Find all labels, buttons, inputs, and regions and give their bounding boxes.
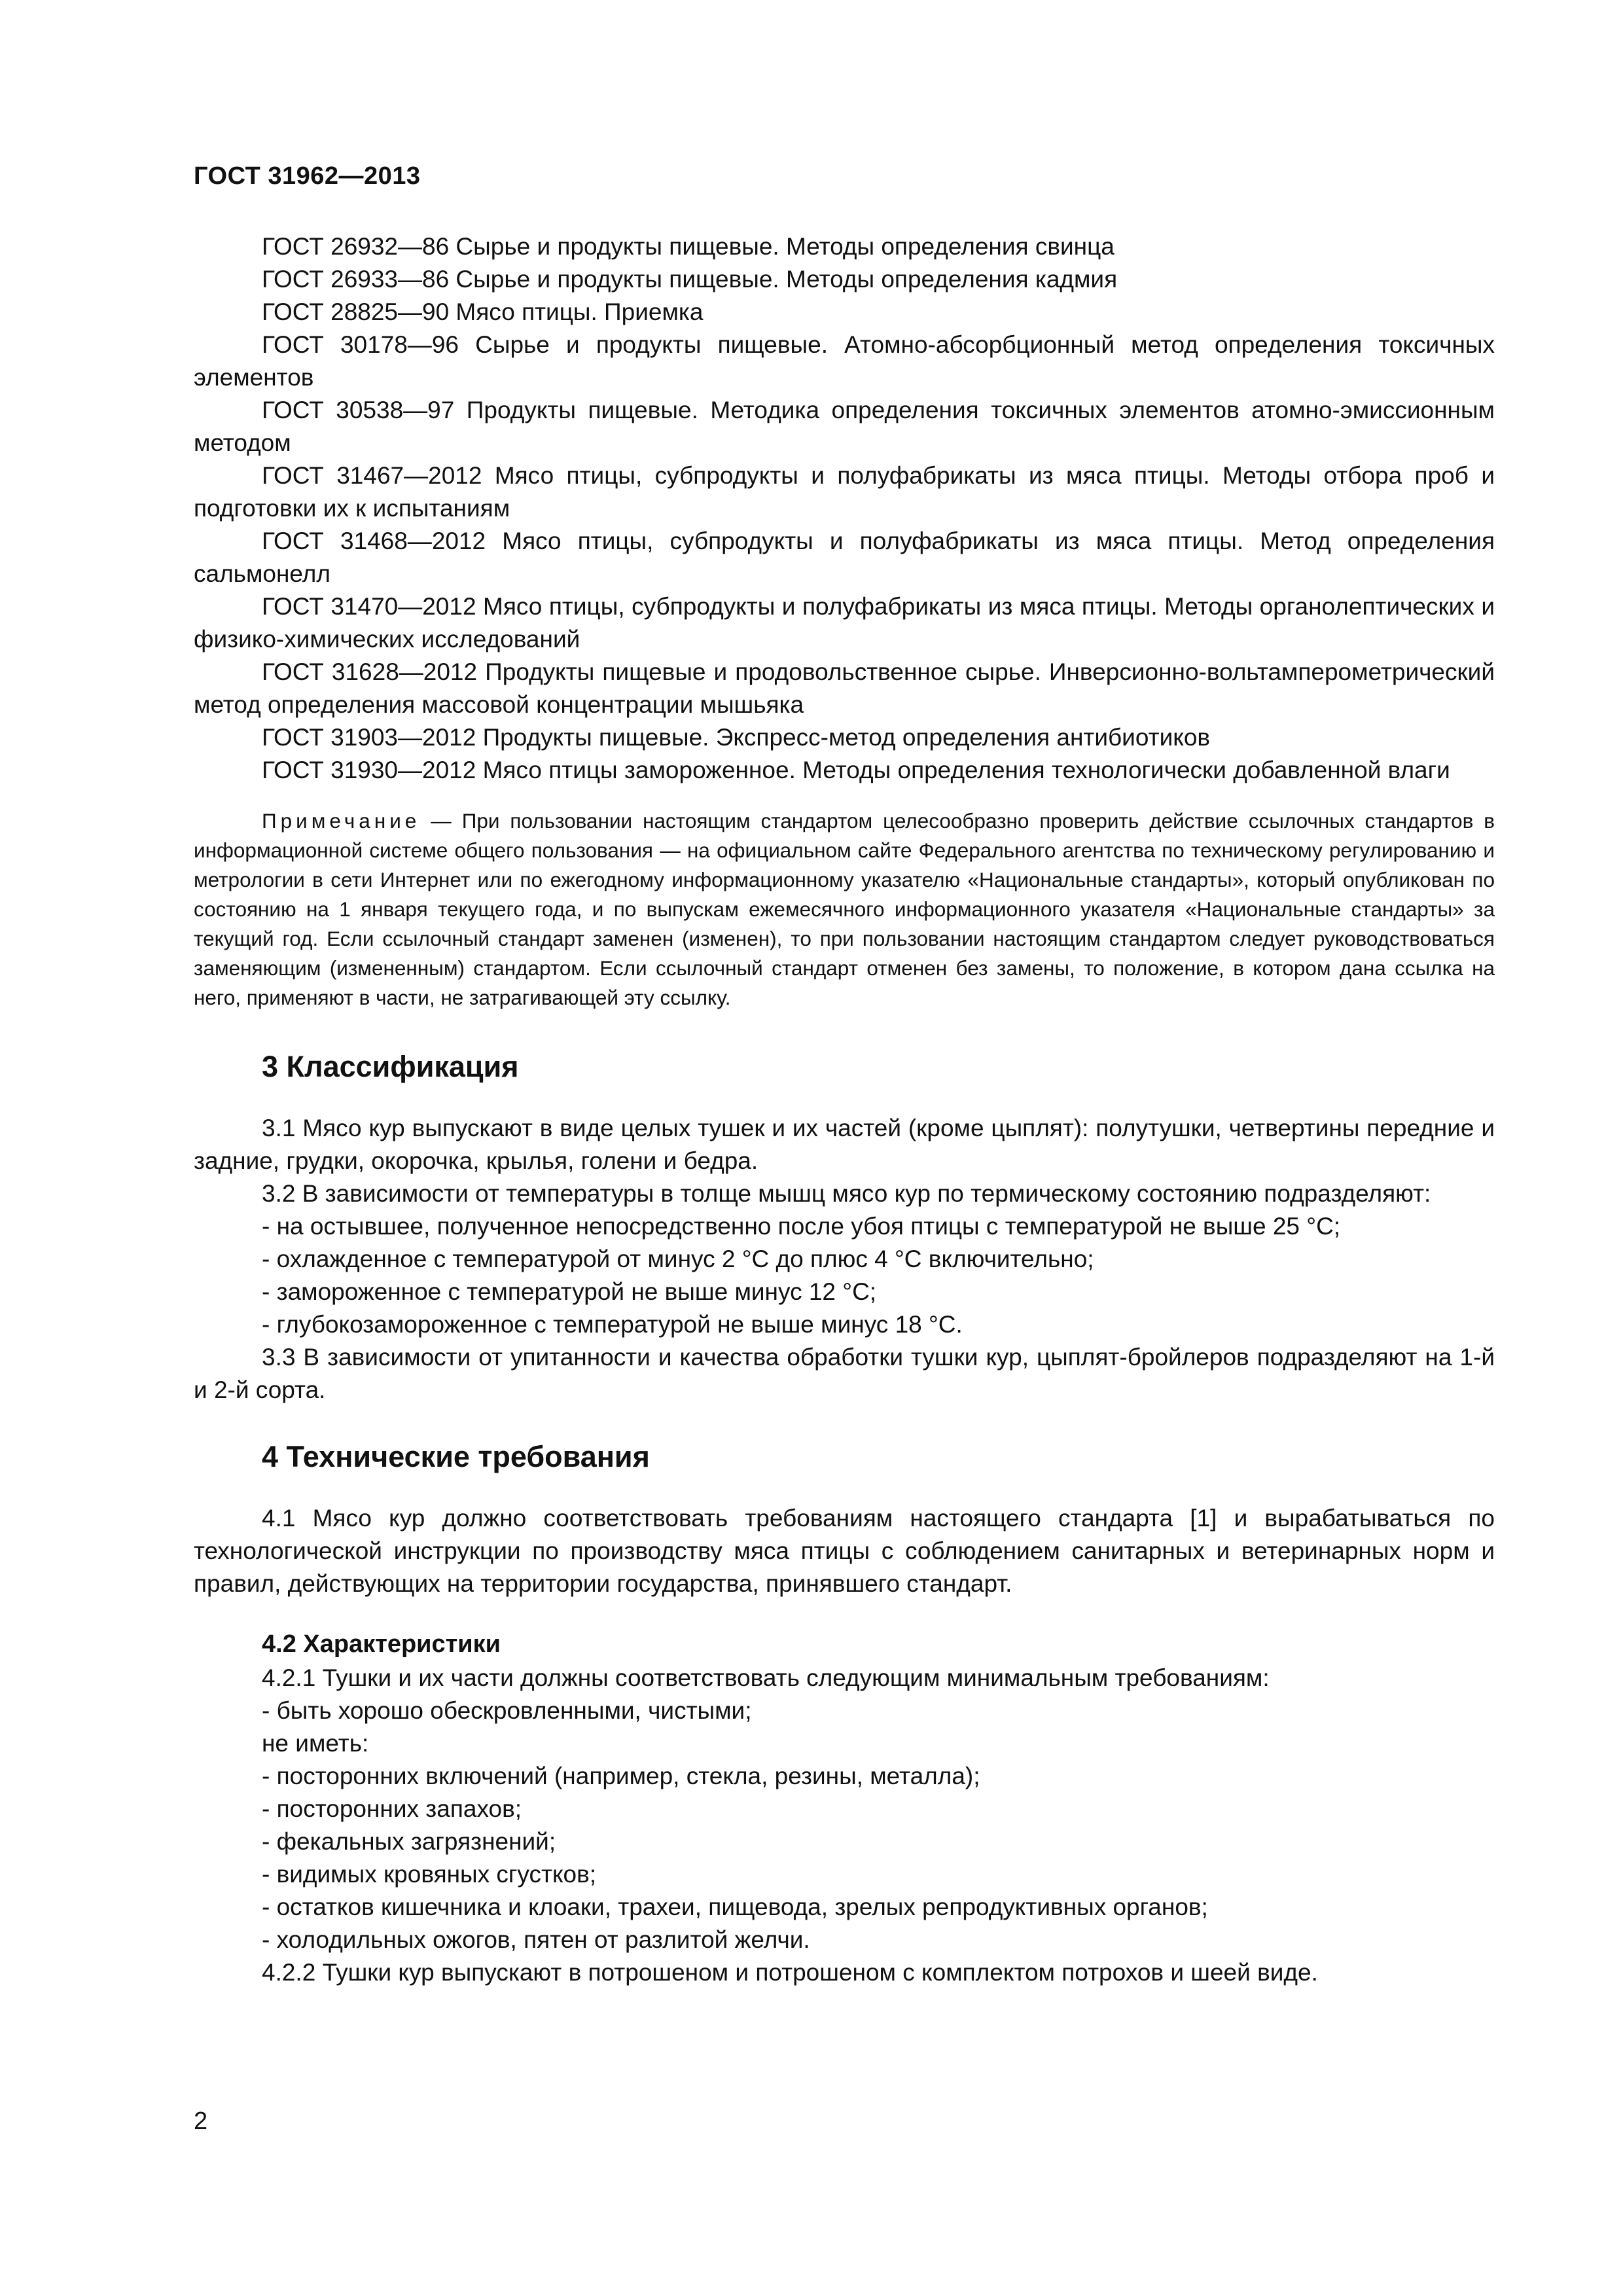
subsection-4-2-heading: 4.2 Характеристики [262, 1630, 501, 1658]
list-item: - глубокозамороженное с температурой не выше минус 18 °С. [262, 1311, 963, 1338]
reference-item: ГОСТ 31930—2012 Мясо птицы замороженное. Методы определения технологически добавленной влаги [262, 757, 1450, 783]
reference-item: ГОСТ 31468—2012 Мясо птицы, субпродукты и полуфабрикаты из мяса птицы. Метод определения сальмонелл [194, 528, 1495, 587]
reference-item: ГОСТ 30178—96 Сырье и продукты пищевые. Атомно-абсорбционный метод определения токсичных элементов [194, 331, 1495, 391]
reference-item: ГОСТ 31903—2012 Продукты пищевые. Экспресс-метод определения антибиотиков [262, 724, 1211, 751]
not-have-label: не иметь: [262, 1730, 369, 1757]
list-item: - видимых кровяных сгустков; [262, 1861, 597, 1888]
note-text: — При пользовании настоящим стандартом целесообразно проверить действие ссылочных стандартов в информационной системе общего пользования — на официальном сайте Федерального агентства по техническому регулированию и метрологии в сети Интернет или по ежегодному информационному указателю «Национальные стандарты», который опубликован по состоянию на 1 января текущего года, и по выпускам ежемесячного информационного указателя «Национальные стандарты» за текущий год. Если ссылочный стандарт заменен (изменен), то при пользовании настоящим стандартом следует руководствоваться заменяющим (измененным) стандартом. Если ссылочный стандарт отменен без замены, то положение, в котором дана ссылка на него, применяют в части, не затрагивающей эту ссылку. [194, 809, 1495, 1009]
section-3-heading: 3 Классификация [262, 1050, 519, 1083]
list-item: - охлажденное с температурой от минус 2 °С до плюс 4 °С включительно; [262, 1246, 1094, 1272]
note [194, 806, 1495, 1013]
list-item: - замороженное с температурой не выше минус 12 °С; [262, 1278, 877, 1305]
paragraph-4-2-1: 4.2.1 Тушки и их части должны соответствовать следующим минимальным требованиям: [262, 1664, 1270, 1691]
document-header: ГОСТ 31962—2013 [194, 162, 421, 190]
thermal-state-list [194, 1210, 1495, 1341]
list-item: - фекальных загрязнений; [262, 1828, 556, 1855]
reference-item: ГОСТ 31628—2012 Продукты пищевые и продовольственное сырье. Инверсионно-вольтамперометрический метод определения массовой концентрации мышьяка [194, 658, 1495, 718]
document-body [194, 230, 1495, 1989]
reference-list [194, 230, 1495, 787]
reference-item: ГОСТ 31470—2012 Мясо птицы, субпродукты и полуфабрикаты из мяса птицы. Методы органолептических и физико-химических исследований [194, 593, 1495, 653]
note-label: Примечание [262, 809, 421, 833]
section-4-heading: 4 Технические требования [262, 1440, 650, 1473]
reference-item: ГОСТ 30538—97 Продукты пищевые. Методика определения токсичных элементов атомно-эмиссионным методом [194, 397, 1495, 456]
reference-item: ГОСТ 26932—86 Сырье и продукты пищевые. Методы определения свинца [262, 233, 1115, 260]
list-item: - холодильных ожогов, пятен от разлитой желчи. [262, 1926, 810, 1953]
reference-item: ГОСТ 28825—90 Мясо птицы. Приемка [262, 298, 704, 325]
paragraph-3-2: 3.2 В зависимости от температуры в толще мышц мясо кур по термическому состоянию подразделяют: [262, 1180, 1431, 1207]
list-item: - посторонних запахов; [262, 1795, 522, 1822]
list-item: - остатков кишечника и клоаки, трахеи, пищевода, зрелых репродуктивных органов; [262, 1893, 1208, 1920]
reference-item: ГОСТ 31467—2012 Мясо птицы, субпродукты и полуфабрикаты из мяса птицы. Методы отбора проб и подготовки их к испытаниям [194, 462, 1495, 522]
list-item: - на остывшее, полученное непосредственно после убоя птицы с температурой не выше 25 °С; [262, 1213, 1341, 1240]
page-number: 2 [194, 2108, 208, 2135]
list-item: - посторонних включений (например, стекла, резины, металла); [262, 1763, 980, 1789]
paragraph-4-1: 4.1 Мясо кур должно соответствовать требованиям настоящего стандарта [1] и вырабатываться по технологической инструкции по производству мяса птицы с соблюдением санитарных и ветеринарных норм и правил, действующих на территории государства, принявшего стандарт. [194, 1505, 1495, 1597]
paragraph-3-3: 3.3 В зависимости от упитанности и качества обработки тушки кур, цыплят-бройлеров подразделяют на 1-й и 2-й сорта. [194, 1344, 1495, 1403]
paragraph-3-1: 3.1 Мясо кур выпускают в виде целых тушек и их частей (кроме цыплят): полутушки, четвертины передние и задние, грудки, окорочка, крылья, голени и бедра. [194, 1115, 1495, 1174]
list-item: - быть хорошо обескровленными, чистыми; [262, 1697, 752, 1724]
paragraph-4-2-2: 4.2.2 Тушки кур выпускают в потрошеном и потрошеном с комплектом потрохов и шеей виде. [262, 1959, 1318, 1986]
defects-list [194, 1760, 1495, 1956]
reference-item: ГОСТ 26933—86 Сырье и продукты пищевые. Методы определения кадмия [262, 266, 1118, 293]
